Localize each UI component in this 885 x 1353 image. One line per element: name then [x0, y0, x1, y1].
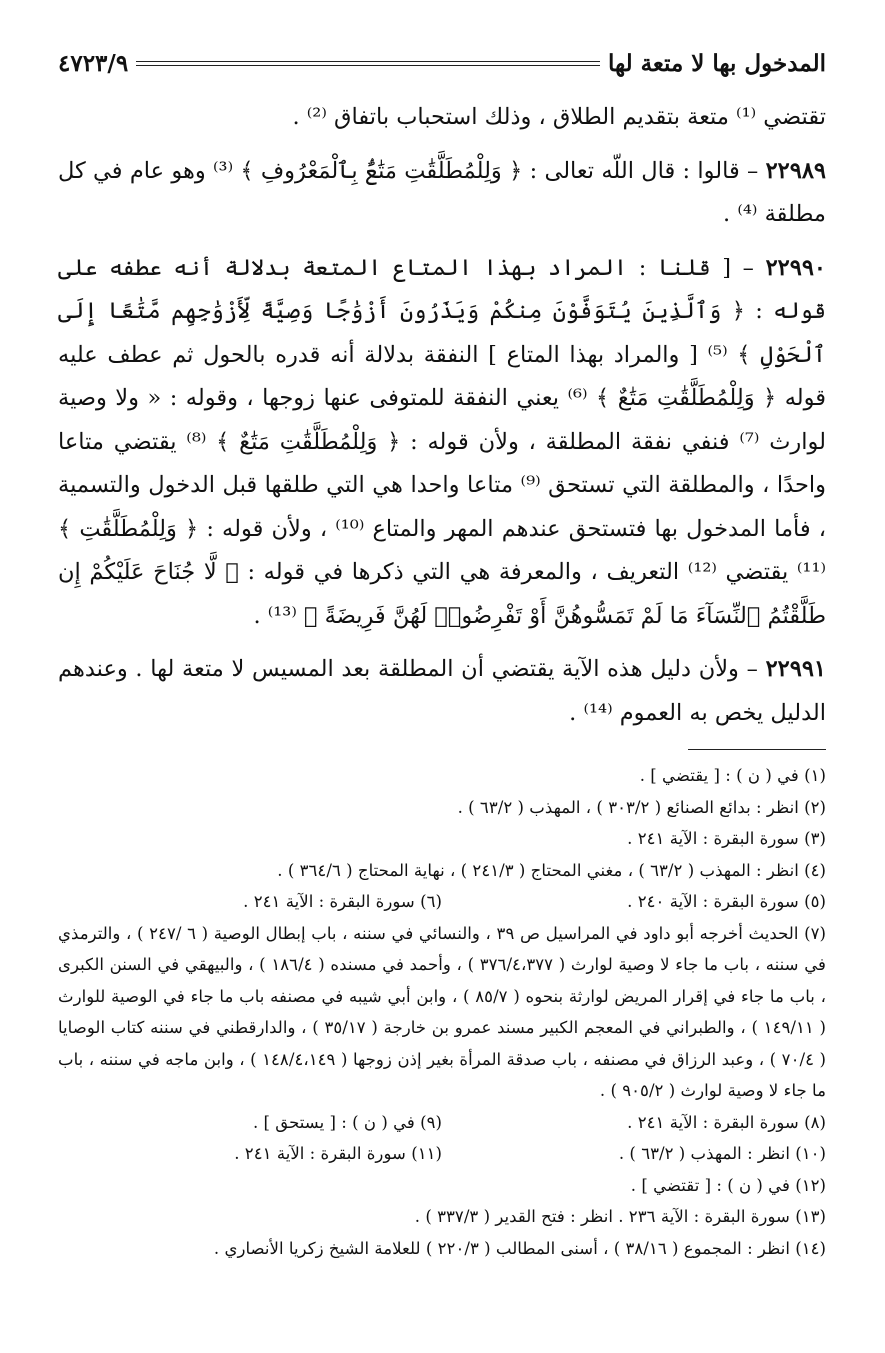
paragraph-text: – ولأن دليل هذه الآية يقتضي أن المطلقة بعد المسيس لا متعة لها . وعندهم الدليل يخص به العموم ⁽¹⁴⁾ .	[58, 656, 826, 726]
footnote-6: (٦) سورة البقرة : الآية ٢٤١ .	[243, 892, 442, 911]
footnote-12: (١٢) في ( ن ) : [ تقتضي ] .	[630, 1175, 826, 1195]
footnote-4: (٤) انظر : المهذب ( ٦٣/٢ ) ، مغني المحتاج ( ٢٤١/٣ ) ، نهاية المحتاج ( ٣٦٤/٦ ) .	[277, 860, 826, 880]
footnote-8: (٨) سورة البقرة : الآية ٢٤١ .	[627, 1112, 826, 1132]
footnote-2: (٢) انظر : بدائع الصنائع ( ٣٠٣/٢ ) ، المهذب ( ٦٣/٢ ) .	[457, 797, 826, 817]
paragraph-22989	[58, 150, 826, 237]
paragraph-text: – قالوا : قال اللّه تعالى : ﴿ وَلِلْمُطَلَّقَٰتِ مَتَٰعٌۢ بِٱلْمَعْرُوفِ ﴾ ⁽³⁾ وهو عام في كل مطلقة ⁽⁴⁾ .	[58, 157, 826, 227]
paragraph-22991	[58, 648, 826, 735]
footnote-10: (١٠) انظر : المهذب ( ٦٣/٢ ) .	[618, 1144, 826, 1163]
header-rule	[136, 61, 600, 66]
page-number: ٤٧٢٣/٩	[58, 49, 129, 77]
running-header	[58, 40, 826, 86]
main-text	[58, 96, 826, 735]
footnotes	[58, 760, 826, 1264]
footnote-11: (١١) سورة البقرة : الآية ٢٤١ .	[234, 1144, 442, 1163]
footnote-3: (٣) سورة البقرة : الآية ٢٤١ .	[627, 829, 826, 848]
paragraph-continuation: تقتضي ⁽¹⁾ متعة بتقديم الطلاق ، وذلك استحباب باتفاق ⁽²⁾ .	[292, 104, 826, 130]
paragraph-22990	[58, 247, 826, 639]
footnote-row	[58, 886, 826, 918]
footnote-separator	[688, 749, 826, 750]
paragraph-text: – [ قلنا : المراد بهذا المتاع المتعة بدلالة أنه عطفه على قوله : ﴿ وَٱلَّذِينَ يُتَوَفَّوْنَ مِنكُمْ وَيَذَرُونَ أَزْوَٰجًا وَصِيَّةً لِّأَزْوَٰجِهِم مَّتَٰعًا إِلَى ٱلْحَوْلِ ﴾ ⁽⁵⁾ [ والمراد بهذا المتاع ] النفقة بدلالة أنه قدره بالحول ثم عطف عليه قوله ﴿ وَلِلْمُطَلَّقَٰتِ مَتَٰعٌ ﴾ ⁽⁶⁾ يعني النفقة للمتوفى عنها زوجها ، وقوله : « ولا وصية لوارث ⁽⁷⁾ فنفي نفقة المطلقة ، ولأن قوله : ﴿ وَلِلْمُطَلَّقَٰتِ مَتَٰعٌ ﴾ ⁽⁸⁾ يقتضي متاعا واحدًا ، والمطلقة التي تستحق ⁽⁹⁾ متاعا واحدا هي التي طلقها قبل الدخول والتسمية ، فأما المدخول بها فتستحق عندهم المهر والمتاع ⁽¹⁰⁾ ، ولأن قوله : ﴿ وَلِلْمُطَلَّقَٰتِ ﴾ ⁽¹¹⁾ يقتضي ⁽¹²⁾ التعريف ، والمعرفة هي التي ذكرها في قوله : ﴿ لَّا جُنَاحَ عَلَيْكُمْ إِن طَلَّقْتُمُ ٱلنِّسَآءَ مَا لَمْ تَمَسُّوهُنَّ أَوْ تَفْرِضُوا۟ لَهُنَّ فَرِيضَةً ﴾ ⁽¹³⁾ .	[58, 254, 827, 629]
chapter-title: المدخول بها لا متعة لها	[607, 49, 826, 77]
paragraph-number: ٢٢٩٩٠	[765, 254, 826, 281]
footnote-1: (١) في ( ن ) : [ يقتضي ] .	[639, 766, 826, 785]
footnote-9: (٩) في ( ن ) : [ يستحق ] .	[252, 1112, 442, 1132]
footnote-14: (١٤) انظر : المجموع ( ٣٨/١٦ ) ، أسنى المطالب ( ٢٢٠/٣ ) للعلامة الشيخ زكريا الأنصاري .	[213, 1238, 826, 1258]
footnote-7: (٧) الحديث أخرجه أبو داود في المراسيل ص ٣٩ ، والنسائي في سننه ، باب إبطال الوصية ( ٦ /٢٤٧ ) ، والترمذي في سننه ، باب ما جاء لا وصية لوارث ( ٣٧٦/٤،٣٧٧ ) ، وأحمد في مسنده ( ١٨٦/٤ ) ، والبيهقي في السنن الكبرى ، باب ما جاء في إقرار المريض لوارثة بنحوه ( ٨٥/٧ ) ، وابن أبي شيبه في مصنفه باب ما جاء في الوصية للوارث ( ١٤٩/١١ ) ، والطبراني في المعجم الكبير مسند عمرو بن خارجة ( ٣٥/١٧ ) ، والدارقطني في سننه كتاب الوصايا ( ٧٠/٤ ) ، وعبد الرزاق في مصنفه ، باب صدقة المرأة بغير إذن زوجها ( ١٤٨/٤،١٤٩ ) ، وابن ماجه في سننه ، باب ما جاء لا وصية لوارث ( ٩٠٥/٢ ) .	[58, 923, 826, 1100]
paragraph-number: ٢٢٩٩١	[765, 656, 826, 682]
footnote-13: (١٣) سورة البقرة : الآية ٢٣٦ . انظر : فتح القدير ( ٣٣٧/٣ ) .	[414, 1207, 826, 1226]
footnote-row	[58, 1138, 826, 1170]
page	[58, 40, 826, 1264]
footnote-5: (٥) سورة البقرة : الآية ٢٤٠ .	[627, 892, 826, 911]
paragraph-number: ٢٢٩٨٩	[765, 157, 826, 184]
footnote-row	[58, 1107, 826, 1139]
